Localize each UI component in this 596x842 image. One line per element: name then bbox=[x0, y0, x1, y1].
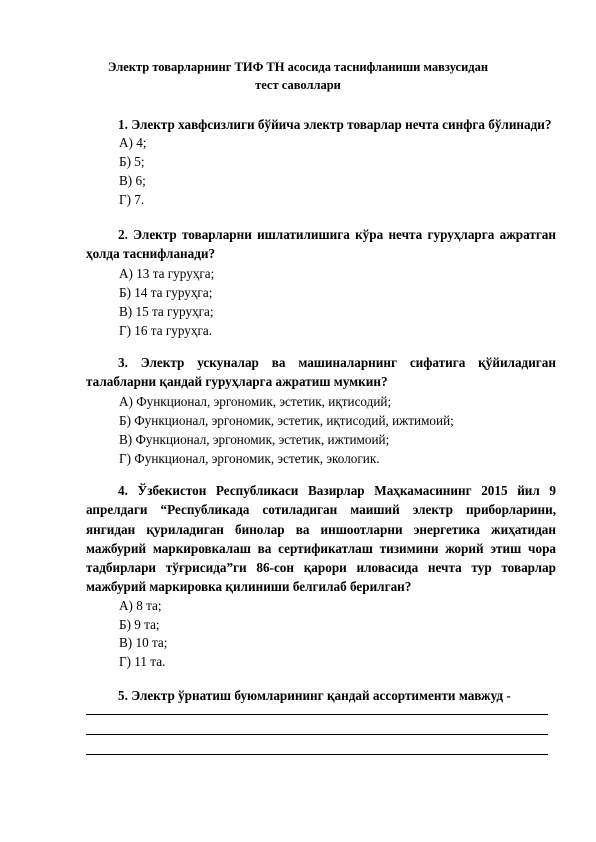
question-3-text: 3. Электр ускуналар ва машиналарнинг сифатига қўйиладиган талабларни қандай гуруҳларга ажратиш мумкин? bbox=[86, 355, 556, 390]
question-1 bbox=[86, 115, 556, 209]
question-4-text: 4. Ўзбекистон Республикаси Вазирлар Маҳкамасининг 2015 йил 9 апрелдаги “Республикада сотиладиган маиший электр приборларини, янгидан қуриладиган бинолар ва иншоотларни энергетика жиҳатидан мажбурий маркировкалаш ва сертификатлаш тизимини жорий этиш чора тадбирлари тўғрисида”ги 86-сон қарори иловасида нечта тур товарлар мажбурий маркировка қилиниши белгилаб берилган? bbox=[86, 483, 556, 595]
title-line-2: тест саволлари bbox=[255, 78, 341, 92]
document-title bbox=[0, 58, 596, 94]
answer-line-2[interactable] bbox=[86, 734, 548, 735]
question-2-option-a: А) 13 та гуруҳга; bbox=[119, 265, 215, 281]
question-1-option-c: В) 6; bbox=[119, 172, 146, 188]
question-2-option-b: Б) 14 та гуруҳга; bbox=[119, 284, 213, 300]
question-2-option-d: Г) 16 та гуруҳга. bbox=[119, 323, 213, 339]
question-1-option-a: А) 4; bbox=[119, 135, 147, 151]
question-4-option-a: А) 8 та; bbox=[119, 597, 162, 613]
question-5 bbox=[86, 686, 556, 705]
question-4-option-d: Г) 11 та. bbox=[119, 654, 166, 670]
question-3-option-a: А) Функционал, эргономик, эстетик, иқтисодий; bbox=[119, 393, 392, 409]
question-4-option-b: Б) 9 та; bbox=[119, 616, 160, 632]
answer-line-3[interactable] bbox=[86, 754, 548, 755]
question-3 bbox=[86, 353, 556, 469]
question-4 bbox=[86, 481, 556, 672]
question-3-option-b: Б) Функционал, эргономик, эстетик, иқтисодий, ижтимоий; bbox=[119, 412, 454, 428]
question-3-option-c: В) Функционал, эргономик, эстетик, ижтимоий; bbox=[119, 432, 390, 448]
answer-line-1[interactable] bbox=[86, 714, 548, 715]
question-5-text: 5. Электр ўрнатиш буюмларининг қандай ассортименти мавжуд - bbox=[118, 688, 511, 703]
question-3-option-d: Г) Функционал, эргономик, эстетик, экологик. bbox=[119, 451, 380, 467]
question-1-text: 1. Электр хавфсизлиги бўйича электр товарлар нечта синфга бўлинади? bbox=[118, 117, 552, 132]
question-1-option-d: Г) 7. bbox=[119, 191, 145, 207]
question-2-option-c: В) 15 та гуруҳга; bbox=[119, 304, 214, 320]
question-4-option-c: В) 10 та; bbox=[119, 635, 168, 651]
question-1-option-b: Б) 5; bbox=[119, 154, 145, 170]
question-2-text: 2. Электр товарларни ишлатилишига кўра нечта гуруҳларга ажратган ҳолда таснифланади? bbox=[86, 227, 556, 262]
question-2 bbox=[86, 225, 556, 341]
title-line-1: Электр товарларнинг ТИФ ТН асосида таснифланиши мавзусидан bbox=[107, 60, 489, 74]
